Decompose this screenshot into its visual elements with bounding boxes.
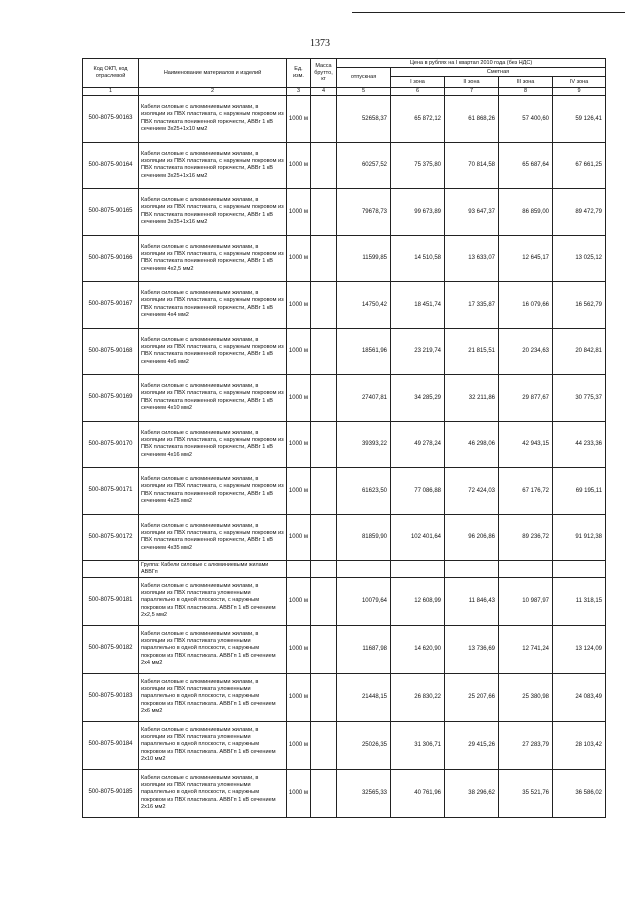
unit: 1000 м [287,375,311,422]
mass [311,328,337,375]
product-code: 500-8075-90169 [83,375,139,422]
product-code: 500-8075-90184 [83,721,139,769]
unit: 1000 м [287,673,311,721]
zone-2-price: 29 415,26 [445,721,499,769]
mass [311,142,337,189]
wholesale-price: 39393,22 [337,421,391,468]
zone-3-price: 86 859,00 [499,189,553,236]
zone-4-price: 20 842,81 [553,328,606,375]
col-number: 8 [499,88,553,96]
product-name: Кабели силовые с алюминиевыми жилами, в изоляции из ПВХ пластиката, с наружным покровом из ПВХ пластиката пониженной горючести, АВВг 1 кВ сечением 3х35+1х16 мм2 [139,189,287,236]
zone-3-price: 12 741,24 [499,625,553,673]
product-code: 500-8075-90185 [83,769,139,817]
unit: 1000 м [287,189,311,236]
zone-1-price: 99 673,89 [391,189,445,236]
header-zone-4: IV зона [553,77,606,88]
table-row [83,468,606,515]
zone-1-price: 40 761,96 [391,769,445,817]
product-name: Кабели силовые с алюминиевыми жилами, в изоляции из ПВХ пластиката уложенными параллельно в одной плоскости, с наружным покровом из ПВХ пластиката. АВВГп 1 кВ сечением 2х4 мм2 [139,625,287,673]
zone-2-price: 21 815,51 [445,328,499,375]
group-empty-cell [337,561,391,578]
unit: 1000 м [287,96,311,143]
price-table [82,58,606,818]
mass [311,625,337,673]
header-zone-1: I зона [391,77,445,88]
unit: 1000 м [287,721,311,769]
group-empty-cell [287,561,311,578]
table-row [83,721,606,769]
col-number: 7 [445,88,499,96]
mass [311,769,337,817]
zone-4-price: 44 233,36 [553,421,606,468]
zone-4-price: 13 124,09 [553,625,606,673]
col-number: 1 [83,88,139,96]
mass [311,514,337,561]
table-body-section-b [83,577,606,817]
mass [311,421,337,468]
product-name: Кабели силовые с алюминиевыми жилами, в изоляции из ПВХ пластиката, с наружным покровом из ПВХ пластиката пониженной горючести, АВВг 1 кВ сечением 3х25+1х16 мм2 [139,142,287,189]
zone-4-price: 89 472,79 [553,189,606,236]
zone-3-price: 35 521,76 [499,769,553,817]
zone-1-price: 23 219,74 [391,328,445,375]
mass [311,375,337,422]
zone-4-price: 11 318,15 [553,577,606,625]
product-code: 500-8075-90164 [83,142,139,189]
wholesale-price: 21448,15 [337,673,391,721]
wholesale-price: 79678,73 [337,189,391,236]
wholesale-price: 10079,64 [337,577,391,625]
zone-4-price: 69 195,11 [553,468,606,515]
zone-3-price: 16 079,66 [499,282,553,329]
header-name: Наименование материалов и изделий [139,59,287,88]
zone-2-price: 13 736,69 [445,625,499,673]
col-number: 5 [337,88,391,96]
table-row [83,328,606,375]
zone-4-price: 24 083,49 [553,673,606,721]
table-row [83,375,606,422]
product-name: Кабели силовые с алюминиевыми жилами, в изоляции из ПВХ пластиката уложенными параллельно в одной плоскости, с наружным покровом из ПВХ пластиката. АВВГп 1 кВ сечением 2х6 мм2 [139,673,287,721]
product-code: 500-8075-90165 [83,189,139,236]
unit: 1000 м [287,421,311,468]
zone-1-price: 12 608,99 [391,577,445,625]
group-empty-cell [553,561,606,578]
unit: 1000 м [287,142,311,189]
zone-1-price: 102 401,64 [391,514,445,561]
col-number: 3 [287,88,311,96]
zone-4-price: 30 775,37 [553,375,606,422]
zone-2-price: 61 868,26 [445,96,499,143]
mass [311,577,337,625]
mass [311,468,337,515]
unit: 1000 м [287,514,311,561]
zone-1-price: 31 306,71 [391,721,445,769]
zone-1-price: 14 620,90 [391,625,445,673]
group-section [83,561,606,578]
group-empty-cell [499,561,553,578]
unit: 1000 м [287,625,311,673]
product-code: 500-8075-90168 [83,328,139,375]
zone-3-price: 29 877,67 [499,375,553,422]
product-name: Кабели силовые с алюминиевыми жилами, в изоляции из ПВХ пластиката, с наружным покровом из ПВХ пластиката пониженной горючести, АВВг 1 кВ сечением 4х10 мм2 [139,375,287,422]
product-name: Кабели силовые с алюминиевыми жилами, в изоляции из ПВХ пластиката уложенными параллельно в одной плоскости, с наружным покровом из ПВХ пластиката. АВВГп 1 кВ сечением 2х10 мм2 [139,721,287,769]
zone-3-price: 12 645,17 [499,235,553,282]
table-row [83,282,606,329]
zone-2-price: 72 424,03 [445,468,499,515]
wholesale-price: 32565,33 [337,769,391,817]
mass [311,721,337,769]
product-name: Кабели силовые с алюминиевыми жилами, в изоляции из ПВХ пластиката, с наружным покровом из ПВХ пластиката пониженной горючести, АВВг 1 кВ сечением 4х35 мм2 [139,514,287,561]
product-code: 500-8075-90172 [83,514,139,561]
header-estimate: Сметная [391,68,606,77]
product-name: Кабели силовые с алюминиевыми жилами, в изоляции из ПВХ пластиката, с наружным покровом из ПВХ пластиката пониженной горючести, АВВг 1 кВ сечением 4х25 мм2 [139,468,287,515]
zone-3-price: 67 176,72 [499,468,553,515]
unit: 1000 м [287,328,311,375]
header-code: Код ОКП, код отраслевой [83,59,139,88]
table-row [83,421,606,468]
wholesale-price: 60257,52 [337,142,391,189]
table-row [83,142,606,189]
zone-3-price: 10 987,97 [499,577,553,625]
zone-2-price: 93 647,37 [445,189,499,236]
wholesale-price: 14750,42 [337,282,391,329]
top-rule [352,12,625,13]
product-code: 500-8075-90182 [83,625,139,673]
table-row [83,189,606,236]
product-name: Кабели силовые с алюминиевыми жилами, в изоляции из ПВХ пластиката, с наружным покровом из ПВХ пластиката пониженной горючести, АВВг 1 кВ сечением 4х2,5 мм2 [139,235,287,282]
zone-2-price: 11 846,43 [445,577,499,625]
group-empty-cell [311,561,337,578]
zone-1-price: 26 830,22 [391,673,445,721]
col-number: 4 [311,88,337,96]
table-row [83,625,606,673]
zone-4-price: 13 025,12 [553,235,606,282]
table-row [83,514,606,561]
mass [311,235,337,282]
table-row [83,96,606,143]
wholesale-price: 61623,50 [337,468,391,515]
wholesale-price: 27407,81 [337,375,391,422]
page-number: 1373 [310,38,330,49]
header-price-group: Цена в рублях на I квартал 2010 года (без НДС) [337,59,606,68]
zone-1-price: 34 285,29 [391,375,445,422]
zone-3-price: 65 687,64 [499,142,553,189]
zone-2-price: 96 206,86 [445,514,499,561]
zone-1-price: 49 278,24 [391,421,445,468]
col-number: 9 [553,88,606,96]
zone-1-price: 75 375,80 [391,142,445,189]
mass [311,282,337,329]
zone-1-price: 77 086,88 [391,468,445,515]
table-body-section-a [83,96,606,561]
group-empty-cell [391,561,445,578]
header-mass: Масса брутто, кг [311,59,337,88]
unit: 1000 м [287,769,311,817]
zone-2-price: 25 207,66 [445,673,499,721]
zone-2-price: 17 335,87 [445,282,499,329]
table-row [83,673,606,721]
group-row [83,561,606,578]
table-row [83,577,606,625]
mass [311,673,337,721]
wholesale-price: 52658,37 [337,96,391,143]
zone-4-price: 28 103,42 [553,721,606,769]
zone-3-price: 42 943,15 [499,421,553,468]
unit: 1000 м [287,577,311,625]
zone-2-price: 70 814,58 [445,142,499,189]
zone-3-price: 25 380,98 [499,673,553,721]
product-code: 500-8075-90183 [83,673,139,721]
group-name: Группа: Кабели силовые с алюминиевыми жилами АВВГп [139,561,287,578]
header-zone-2: II зона [445,77,499,88]
zone-2-price: 46 298,06 [445,421,499,468]
zone-1-price: 65 872,12 [391,96,445,143]
product-name: Кабели силовые с алюминиевыми жилами, в изоляции из ПВХ пластиката, с наружным покровом из ПВХ пластиката пониженной горючести, АВВг 1 кВ сечением 4х6 мм2 [139,328,287,375]
wholesale-price: 11599,85 [337,235,391,282]
col-number: 6 [391,88,445,96]
mass [311,96,337,143]
unit: 1000 м [287,235,311,282]
header-wholesale: отпускная [337,68,391,88]
product-code: 500-8075-90171 [83,468,139,515]
zone-4-price: 67 661,25 [553,142,606,189]
table-row [83,235,606,282]
zone-3-price: 27 283,79 [499,721,553,769]
unit: 1000 м [287,468,311,515]
header-zone-3: III зона [499,77,553,88]
group-code-cell [83,561,139,578]
product-code: 500-8075-90166 [83,235,139,282]
table-row [83,769,606,817]
product-name: Кабели силовые с алюминиевыми жилами, в изоляции из ПВХ пластиката уложенными параллельно в одной плоскости, с наружным покровом из ПВХ пластиката. АВВГп 1 кВ сечением 2х16 мм2 [139,769,287,817]
zone-4-price: 59 126,41 [553,96,606,143]
zone-1-price: 18 451,74 [391,282,445,329]
wholesale-price: 18561,96 [337,328,391,375]
zone-4-price: 36 586,02 [553,769,606,817]
product-name: Кабели силовые с алюминиевыми жилами, в изоляции из ПВХ пластиката, с наружным покровом из ПВХ пластиката пониженной горючести, АВВг 1 кВ сечением 3х25+1х10 мм2 [139,96,287,143]
wholesale-price: 25026,35 [337,721,391,769]
zone-3-price: 20 234,63 [499,328,553,375]
product-code: 500-8075-90167 [83,282,139,329]
wholesale-price: 81859,90 [337,514,391,561]
mass [311,189,337,236]
product-code: 500-8075-90170 [83,421,139,468]
product-name: Кабели силовые с алюминиевыми жилами, в изоляции из ПВХ пластиката, с наружным покровом из ПВХ пластиката пониженной горючести, АВВг 1 кВ сечением 4х16 мм2 [139,421,287,468]
product-name: Кабели силовые с алюминиевыми жилами, в изоляции из ПВХ пластиката уложенными параллельно в одной плоскости, с наружным покровом из ПВХ пластиката. АВВГп 1 кВ сечением 2х2,5 мм2 [139,577,287,625]
col-number: 2 [139,88,287,96]
product-name: Кабели силовые с алюминиевыми жилами, в изоляции из ПВХ пластиката, с наружным покровом из ПВХ пластиката пониженной горючести, АВВг 1 кВ сечением 4х4 мм2 [139,282,287,329]
zone-2-price: 32 211,86 [445,375,499,422]
zone-1-price: 14 510,58 [391,235,445,282]
zone-4-price: 91 912,38 [553,514,606,561]
group-empty-cell [445,561,499,578]
header-unit: Ед. изм. [287,59,311,88]
zone-3-price: 57 400,60 [499,96,553,143]
product-code: 500-8075-90181 [83,577,139,625]
product-code: 500-8075-90163 [83,96,139,143]
wholesale-price: 11687,98 [337,625,391,673]
unit: 1000 м [287,282,311,329]
zone-2-price: 38 296,62 [445,769,499,817]
zone-3-price: 89 236,72 [499,514,553,561]
zone-4-price: 16 562,79 [553,282,606,329]
zone-2-price: 13 633,07 [445,235,499,282]
